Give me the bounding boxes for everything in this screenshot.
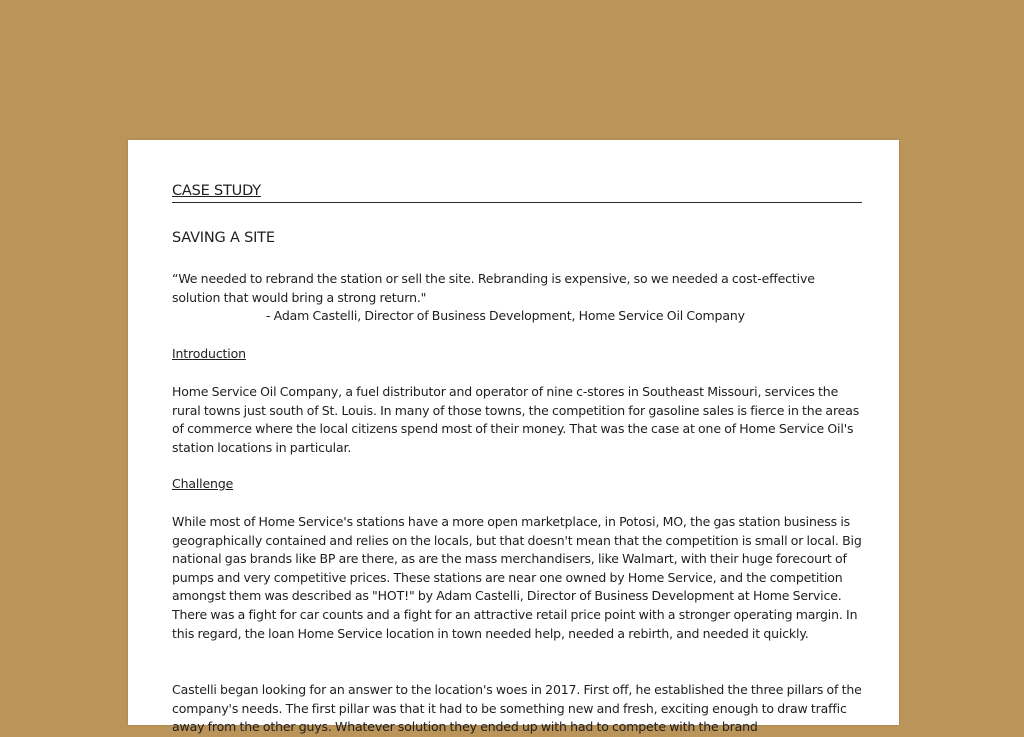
document-page — [128, 140, 899, 735]
section-heading-introduction: Introduction — [172, 346, 246, 361]
challenge-paragraph: While most of Home Service's stations have a more open marketplace, in Potosi, MO, the gas station business is geographically contained and relies on the locals, but that doesn't mean that the competition is small or local. Big national gas brands like BP are there, as are the mass merchandisers, like Walmart, with their huge forecourt of pumps and very competitive prices. These stations are near one owned by Home Service, and the competition amongst them was described as "HOT!" by Adam Castelli, Director of Business Development at Home Service. There was a fight for car counts and a fight for an attractive retail price point with a stronger operating margin. In this regard, the loan Home Service location in town needed help, needed a rebirth, and needed it quickly. — [172, 514, 862, 641]
header-rule — [172, 202, 862, 203]
quote-block — [172, 270, 862, 326]
introduction-paragraph: Home Service Oil Company, a fuel distributor and operator of nine c-stores in Southeast Missouri, services the rural towns just south of St. Louis. In many of those towns, the competition for gasoline sales is fierce in the areas of commerce where the local citizens spend most of their money. That was the case at one of Home Service Oil's station locations in particular. — [172, 384, 860, 455]
case-study-label: CASE STUDY — [172, 183, 261, 199]
section-heading-challenge: Challenge — [172, 476, 234, 491]
quote-text: “We needed to rebrand the station or sell the site. Rebranding is expensive, so we needed a cost-effective solution that would bring a strong return." — [172, 271, 815, 305]
document-title: SAVING A SITE — [172, 230, 275, 246]
challenge-paragraph-2: Castelli began looking for an answer to the location's woes in 2017. First off, he established the three pillars of the company's needs. The first pillar was that it had to be something new and fresh, exciting enough to draw traffic away from the other guys. Whatever solution they ended up with had to compete with the brand — [172, 682, 862, 735]
quote-attribution: - Adam Castelli, Director of Business Development, Home Service Oil Company — [266, 308, 745, 324]
